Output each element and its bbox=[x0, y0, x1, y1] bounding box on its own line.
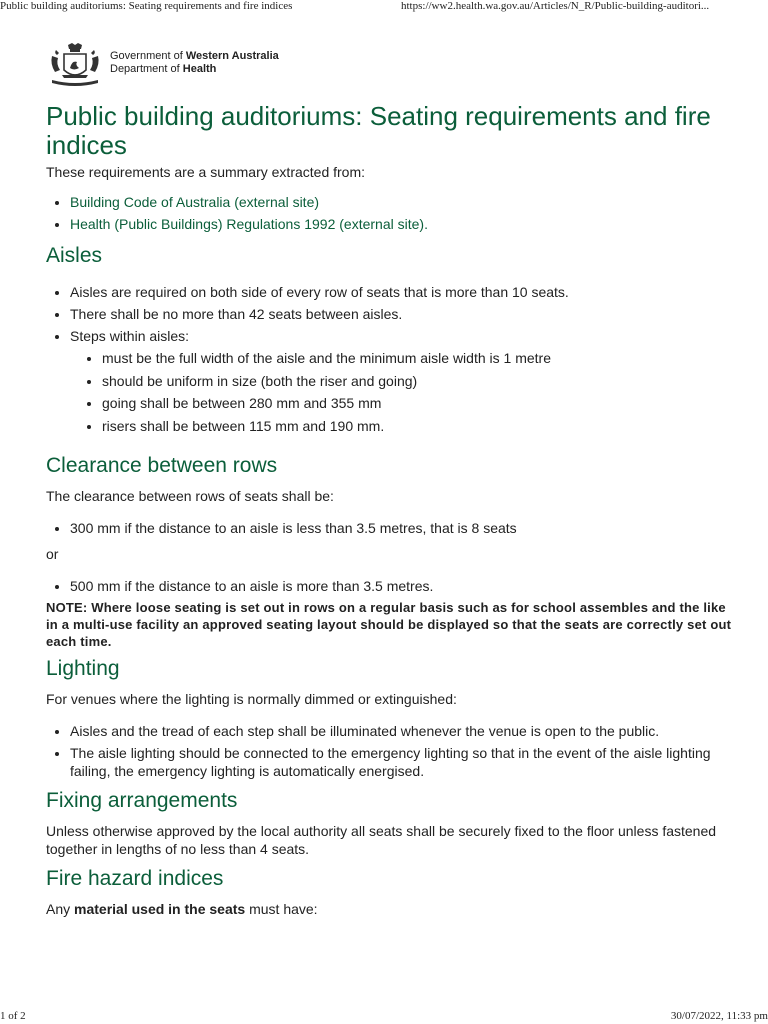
list-item: • risers shall be between 115 mm and 190 mm. bbox=[102, 417, 736, 435]
list-item: • There shall be no more than 42 seats between aisles. bbox=[70, 305, 736, 323]
fire-text-prefix: Any bbox=[46, 900, 75, 917]
fixing-heading: Fixing arrangements bbox=[46, 788, 238, 812]
fixing-text: Unless otherwise approved by the local authority all seats shall be securely fixed to the floor unless fastened together in lengths of no less than 4 seats. bbox=[46, 822, 717, 857]
aisles-heading: Aisles bbox=[46, 244, 103, 267]
sources-list bbox=[46, 193, 736, 233]
list-item: • must be the full width of the aisle and the minimum aisle width is 1 metre bbox=[102, 349, 736, 367]
lighting-list bbox=[46, 722, 736, 780]
logo-line1-prefix: Government of bbox=[110, 50, 186, 62]
lighting-intro: For venues where the lighting is normally dimmed or extinguished: bbox=[46, 690, 457, 707]
list-item bbox=[70, 215, 736, 233]
steps-sublist bbox=[70, 349, 736, 435]
lighting-heading: Lighting bbox=[46, 656, 120, 680]
logo-text bbox=[110, 50, 279, 76]
print-header-url: https://ww2.health.wa.gov.au/Articles/N_R/Public-building-auditori... bbox=[401, 0, 710, 12]
fire-text-bold: material used in the seats bbox=[74, 900, 246, 917]
fire-text-suffix: must have: bbox=[245, 900, 318, 917]
fire-heading: Fire hazard indices bbox=[46, 866, 224, 890]
logo-line2-prefix: Department of bbox=[110, 63, 183, 75]
list-item bbox=[70, 193, 736, 211]
print-header-title: Public building auditoriums: Seating requirements and fire indices bbox=[0, 0, 293, 12]
list-item: • 300 mm if the distance to an aisle is less than 3.5 metres, that is 8 seats bbox=[70, 519, 736, 537]
building-code-link[interactable]: Building Code of Australia (external site) bbox=[70, 194, 320, 210]
print-datetime: 30/07/2022, 11:33 pm bbox=[670, 1010, 768, 1022]
clearance-heading: Clearance between rows bbox=[46, 453, 278, 477]
fire-text bbox=[46, 900, 736, 918]
list-item: • Aisles are required on both side of every row of seats that is more than 10 seats. bbox=[70, 283, 736, 301]
clearance-list-1 bbox=[46, 519, 736, 537]
list-item: • should be uniform in size (both the riser and going) bbox=[102, 372, 736, 390]
aisles-list bbox=[46, 283, 736, 435]
steps-label: Steps within aisles: bbox=[70, 328, 190, 344]
clearance-intro: The clearance between rows of seats shall be: bbox=[46, 487, 334, 504]
or-text: or bbox=[46, 545, 59, 562]
coat-of-arms-icon bbox=[46, 42, 104, 88]
wa-health-logo[interactable] bbox=[46, 42, 306, 88]
print-footer bbox=[0, 1010, 768, 1024]
health-regulations-link[interactable]: Health (Public Buildings) Regulations 1992 (external site). bbox=[70, 216, 428, 232]
article-content bbox=[46, 100, 736, 918]
page-number: 1 of 2 bbox=[0, 1010, 26, 1022]
logo-line2-bold: Health bbox=[182, 63, 217, 75]
clearance-list-2 bbox=[46, 577, 736, 595]
page-title: Public building auditoriums: Seating requirements and fire indices bbox=[46, 101, 711, 160]
list-item: • The aisle lighting should be connected to the emergency lighting so that in the event of the aisle lighting failing, the emergency lighting is automatically energised. bbox=[70, 744, 736, 780]
seating-note: NOTE: Where loose seating is set out in rows on a regular basis such as for school assembles and the like in a multi-use facility an approved seating layout should be displayed so that the seats are correctly set out each time. bbox=[46, 599, 732, 649]
print-header bbox=[0, 0, 768, 14]
list-item: • 500 mm if the distance to an aisle is more than 3.5 metres. bbox=[70, 577, 736, 595]
list-item: • Aisles and the tread of each step shall be illuminated whenever the venue is open to the public. bbox=[70, 722, 736, 740]
intro-text: These requirements are a summary extracted from: bbox=[46, 164, 366, 180]
logo-line1-bold: Western Australia bbox=[185, 50, 279, 62]
list-item: • going shall be between 280 mm and 355 mm bbox=[102, 394, 736, 412]
list-item bbox=[70, 327, 736, 435]
